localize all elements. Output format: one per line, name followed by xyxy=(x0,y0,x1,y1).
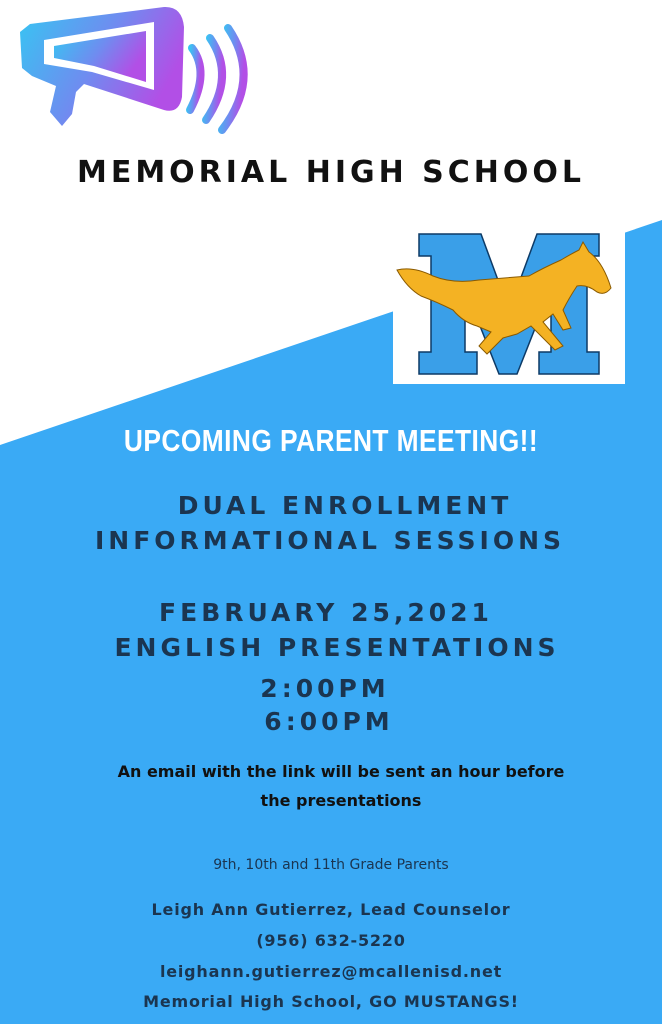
headline: UPCOMING PARENT MEETING!! xyxy=(123,423,539,458)
email-note-line2: the presentations xyxy=(260,791,422,810)
audience-text: 9th, 10th and 11th Grade Parents xyxy=(213,857,449,873)
closing-slogan: Memorial High School, GO MUSTANGS! xyxy=(143,992,519,1011)
megaphone-icon xyxy=(14,2,254,134)
presentation-type: ENGLISH PRESENTATIONS xyxy=(114,633,560,662)
event-title-line1: DUAL ENROLLMENT xyxy=(177,491,513,520)
mustang-logo xyxy=(393,226,625,384)
contact-email: leighann.gutierrez@mcallenisd.net xyxy=(159,962,503,981)
contact-name: Leigh Ann Gutierrez, Lead Counselor xyxy=(151,900,511,919)
mustang-m-logo-icon xyxy=(393,226,625,384)
event-date: FEBRUARY 25,2021 xyxy=(159,598,493,627)
session-time-2: 6:00PM xyxy=(264,707,394,736)
contact-phone: (956) 632-5220 xyxy=(256,931,406,950)
email-note-line1: An email with the link will be sent an hour before xyxy=(117,762,565,781)
event-title-line2: INFORMATIONAL SESSIONS xyxy=(94,526,566,555)
school-title: MEMORIAL HIGH SCHOOL xyxy=(76,155,586,190)
session-time-1: 2:00PM xyxy=(260,674,390,703)
email-note xyxy=(10,757,662,815)
